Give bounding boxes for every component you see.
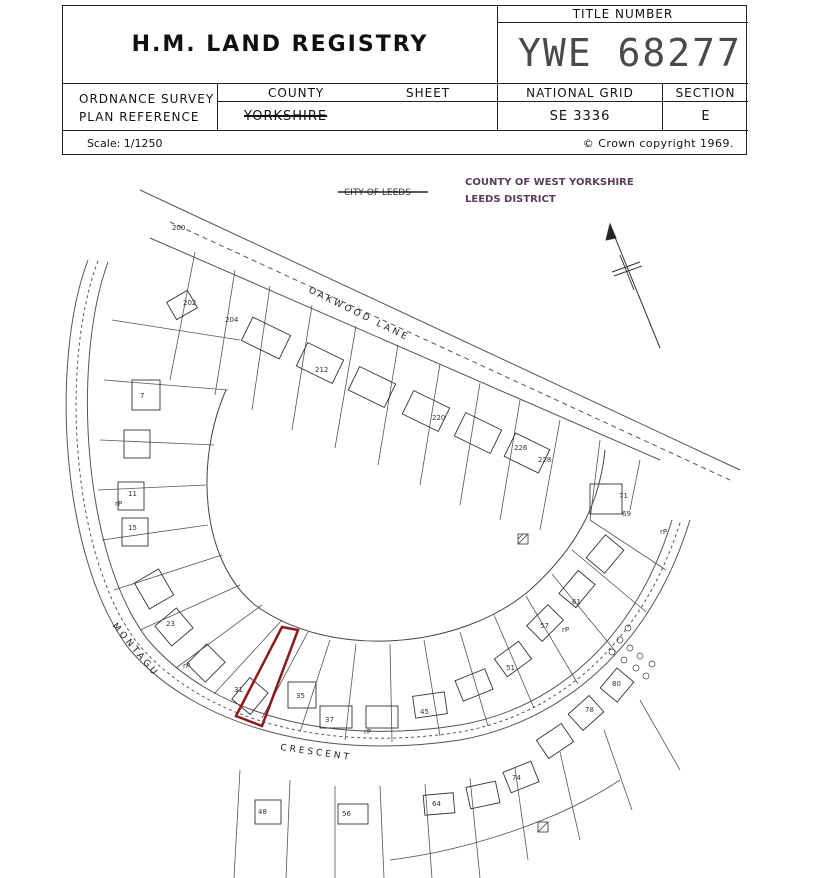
plot-number: 80 xyxy=(612,680,621,688)
plot-number: 61 xyxy=(572,598,581,606)
plot-number: 7 xyxy=(140,392,145,400)
house-building xyxy=(402,391,449,432)
rp-label: rP xyxy=(562,626,570,634)
plot-dividers-north xyxy=(170,252,640,530)
house-building xyxy=(590,484,622,514)
plot-number: 202 xyxy=(183,299,197,307)
plot-number: 37 xyxy=(325,716,334,724)
plot-number: 71 xyxy=(619,492,628,500)
plot-number-labels xyxy=(128,224,631,818)
montagu-label-part2: CRESCENT xyxy=(279,743,353,764)
montagu-label-part1: MONTAGU xyxy=(109,621,161,680)
plot-number: 51 xyxy=(506,664,515,672)
county-label: COUNTY xyxy=(268,86,325,100)
copyright-text: © Crown copyright 1969. xyxy=(582,137,734,150)
plot-number: 45 xyxy=(420,708,429,716)
house-building xyxy=(187,644,225,682)
house-building xyxy=(241,317,290,359)
rp-label: rP xyxy=(115,500,123,508)
plot-number: 204 xyxy=(225,316,239,324)
os-plan-reference xyxy=(63,84,218,131)
national-grid-label: NATIONAL GRID xyxy=(498,84,663,102)
plot-number: 212 xyxy=(315,366,329,374)
plot-number: 11 xyxy=(128,490,137,498)
site-plan-map xyxy=(0,160,820,878)
oakwood-lane-label: OAKWOOD LANE xyxy=(306,285,412,344)
national-grid-value: SE 3336 xyxy=(498,102,663,131)
plot-number: 200 xyxy=(172,224,186,232)
house-building xyxy=(296,343,343,384)
house-building xyxy=(503,761,539,793)
county-value-cell xyxy=(218,102,498,131)
plot-number: 64 xyxy=(432,800,441,808)
plot-number: 48 xyxy=(258,808,267,816)
inner-boundary xyxy=(207,390,605,641)
plot-dividers-ring xyxy=(98,320,666,742)
county-value: YORKSHIRE xyxy=(244,109,328,124)
section-value: E xyxy=(663,102,748,131)
scale-text: Scale: 1/1250 xyxy=(87,137,163,150)
plot-number: 78 xyxy=(585,706,594,714)
houses xyxy=(118,290,634,824)
plot-number: 31 xyxy=(234,686,243,694)
rp-label: rP xyxy=(183,662,191,670)
title-block xyxy=(62,5,747,155)
house-building xyxy=(366,706,398,728)
rp-label: rP xyxy=(660,528,668,536)
plot-number: 69 xyxy=(622,510,631,518)
house-building xyxy=(122,518,148,546)
plot-number: 35 xyxy=(296,692,305,700)
house-building xyxy=(413,692,448,718)
hatched-structures xyxy=(518,534,548,832)
sheet-label: SHEET xyxy=(406,86,451,100)
house-building xyxy=(586,535,624,573)
county-sheet-header xyxy=(218,84,498,102)
rp-label: rP xyxy=(364,728,372,736)
registry-title: H.M. LAND REGISTRY xyxy=(63,6,498,84)
title-number-label: TITLE NUMBER xyxy=(498,6,748,23)
section-label: SECTION xyxy=(663,84,748,102)
house-building xyxy=(454,413,501,454)
title-boundary-outline xyxy=(236,627,298,726)
plot-number: 56 xyxy=(342,810,351,818)
title-number-value: YWE 68277 xyxy=(498,23,748,84)
old-authority-label: CITY OF LEEDS xyxy=(344,188,411,198)
house-building xyxy=(134,569,173,609)
plot-number: 23 xyxy=(166,620,175,628)
county-stamp-line2: LEEDS DISTRICT xyxy=(465,194,556,205)
house-building xyxy=(124,430,150,458)
plot-number: 15 xyxy=(128,524,137,532)
north-arrow-icon xyxy=(606,224,660,348)
plot-number: 220 xyxy=(432,414,446,422)
house-building xyxy=(455,669,493,701)
plot-number: 228 xyxy=(538,456,552,464)
plot-dividers-south xyxy=(234,700,680,878)
house-building xyxy=(536,723,573,758)
oakwood-lane-road xyxy=(140,190,740,480)
plot-number: 57 xyxy=(540,622,549,630)
os-label-line1: ORDNANCE SURVEY xyxy=(79,92,215,106)
plot-number: 226 xyxy=(514,444,528,452)
plot-number: 74 xyxy=(512,774,521,782)
county-stamp-line1: COUNTY OF WEST YORKSHIRE xyxy=(465,177,634,188)
os-label-line2: PLAN REFERENCE xyxy=(79,110,200,124)
